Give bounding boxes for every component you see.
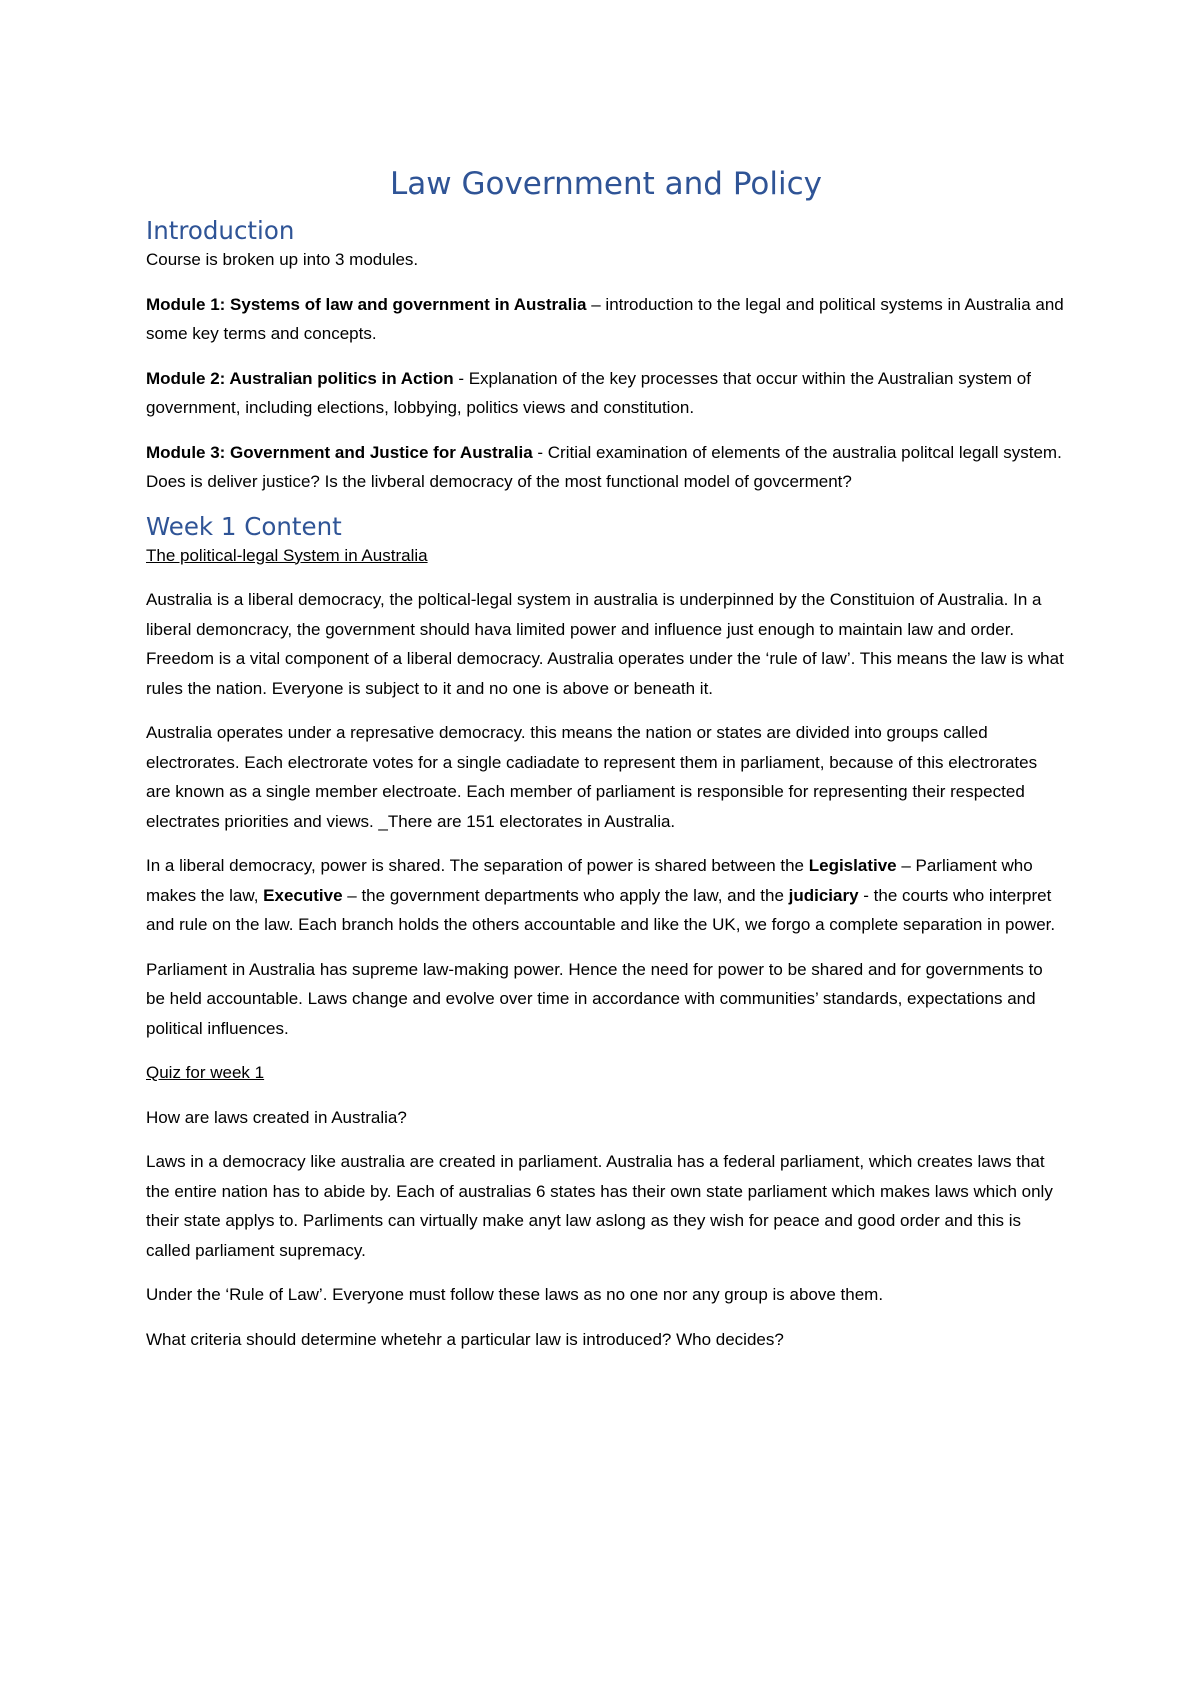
week1-paragraph-2: Australia operates under a represative democracy. this means the nation or states are divided into groups called electrorates. Each electrorate votes for a single cadiadate to represent them in parliament, because of this electrorates are known as a single member electroate. Each member of parliament is responsible for representing their respected electrates priorities and views. _There are 151 electorates in Australia. [146, 723, 1038, 831]
module-1-label: Module 1: Systems of law and government in Australia [146, 294, 587, 314]
quiz-answer-1: Laws in a democracy like australia are created in parliament. Australia has a federal parliament, which creates laws that the entire nation has to abide by. Each of australias 6 states has their own state parliament which makes laws which only their state applys to. Parliments can virtually make anyt law aslong as they wish for peace and good order and this is called parliament supremacy. [146, 1152, 1053, 1260]
quiz-answer-1b: Under the ‘Rule of Law’. Everyone must follow these laws as no one nor any group is above them. [146, 1285, 884, 1304]
module-3-label: Module 3: Government and Justice for Australia [146, 442, 533, 462]
module-3-text: - Critial examination of elements of the australia politcal legall system. Does is deliver justice? Is the livberal democracy of the most functional model of govcerment? [146, 442, 1062, 491]
module-1-text: – introduction to the legal and political systems in Australia and some key terms and concepts. [146, 294, 1064, 343]
week1-subheading [146, 541, 1066, 571]
para3-executive: Executive [263, 885, 343, 905]
week1-paragraph-4: Parliament in Australia has supreme law-making power. Hence the need for power to be shared and for governments to be held accountable. Laws change and evolve over time in accordance with communities’ standards, expectations and political influences. [146, 959, 1043, 1038]
module-3-paragraph [146, 438, 1066, 497]
para3-text-3: – the government departments who apply the law, and the [342, 885, 789, 905]
quiz-question-2: What criteria should determine whetehr a particular law is introduced? Who decides? [146, 1329, 784, 1349]
week1-subheading-text: The political-legal System in Australia [146, 545, 428, 565]
document-title: Law Government and Policy [389, 166, 822, 202]
heading-week-1: Week 1 Content [146, 511, 342, 541]
quiz-heading-text: Quiz for week 1 [146, 1063, 265, 1082]
quiz-question-1: How are laws created in Australia? [146, 1107, 407, 1127]
week1-paragraph-3 [146, 851, 1066, 940]
module-2-text: - Explanation of the key processes that occur within the Australian system of government, including elections, lobbying, politics views and constitution. [146, 368, 1031, 417]
para3-text-1: In a liberal democracy, power is shared. The separation of power is shared between the [146, 856, 809, 875]
quiz-heading [146, 1058, 1066, 1088]
module-1-paragraph [146, 290, 1066, 349]
intro-lead: Course is broken up into 3 modules. [146, 250, 419, 269]
para3-legislative: Legislative [808, 856, 897, 875]
module-2-paragraph [146, 364, 1066, 423]
heading-introduction: Introduction [146, 216, 295, 245]
document-body [146, 166, 1066, 1369]
para3-text-4: - the courts who interpret and rule on the law. Each branch holds the others accountable and like the UK, we forgo a complete separation in power. [146, 885, 1056, 934]
module-2-label: Module 2: Australian politics in Action [146, 368, 454, 388]
para3-judiciary: judiciary [788, 885, 859, 905]
week1-paragraph-1: Australia is a liberal democracy, the poltical-legal system in australia is underpinned by the Constituion of Australia. In a liberal demoncracy, the government should hava limited power and influence just enough to maintain law and order. Freedom is a vital component of a liberal democracy. Australia operates under the ‘rule of law’. This means the law is what rules the nation. Everyone is subject to it and no one is above or beneath it. [146, 590, 1064, 698]
para3-text-2: – Parliament who makes the law, [146, 856, 1033, 905]
